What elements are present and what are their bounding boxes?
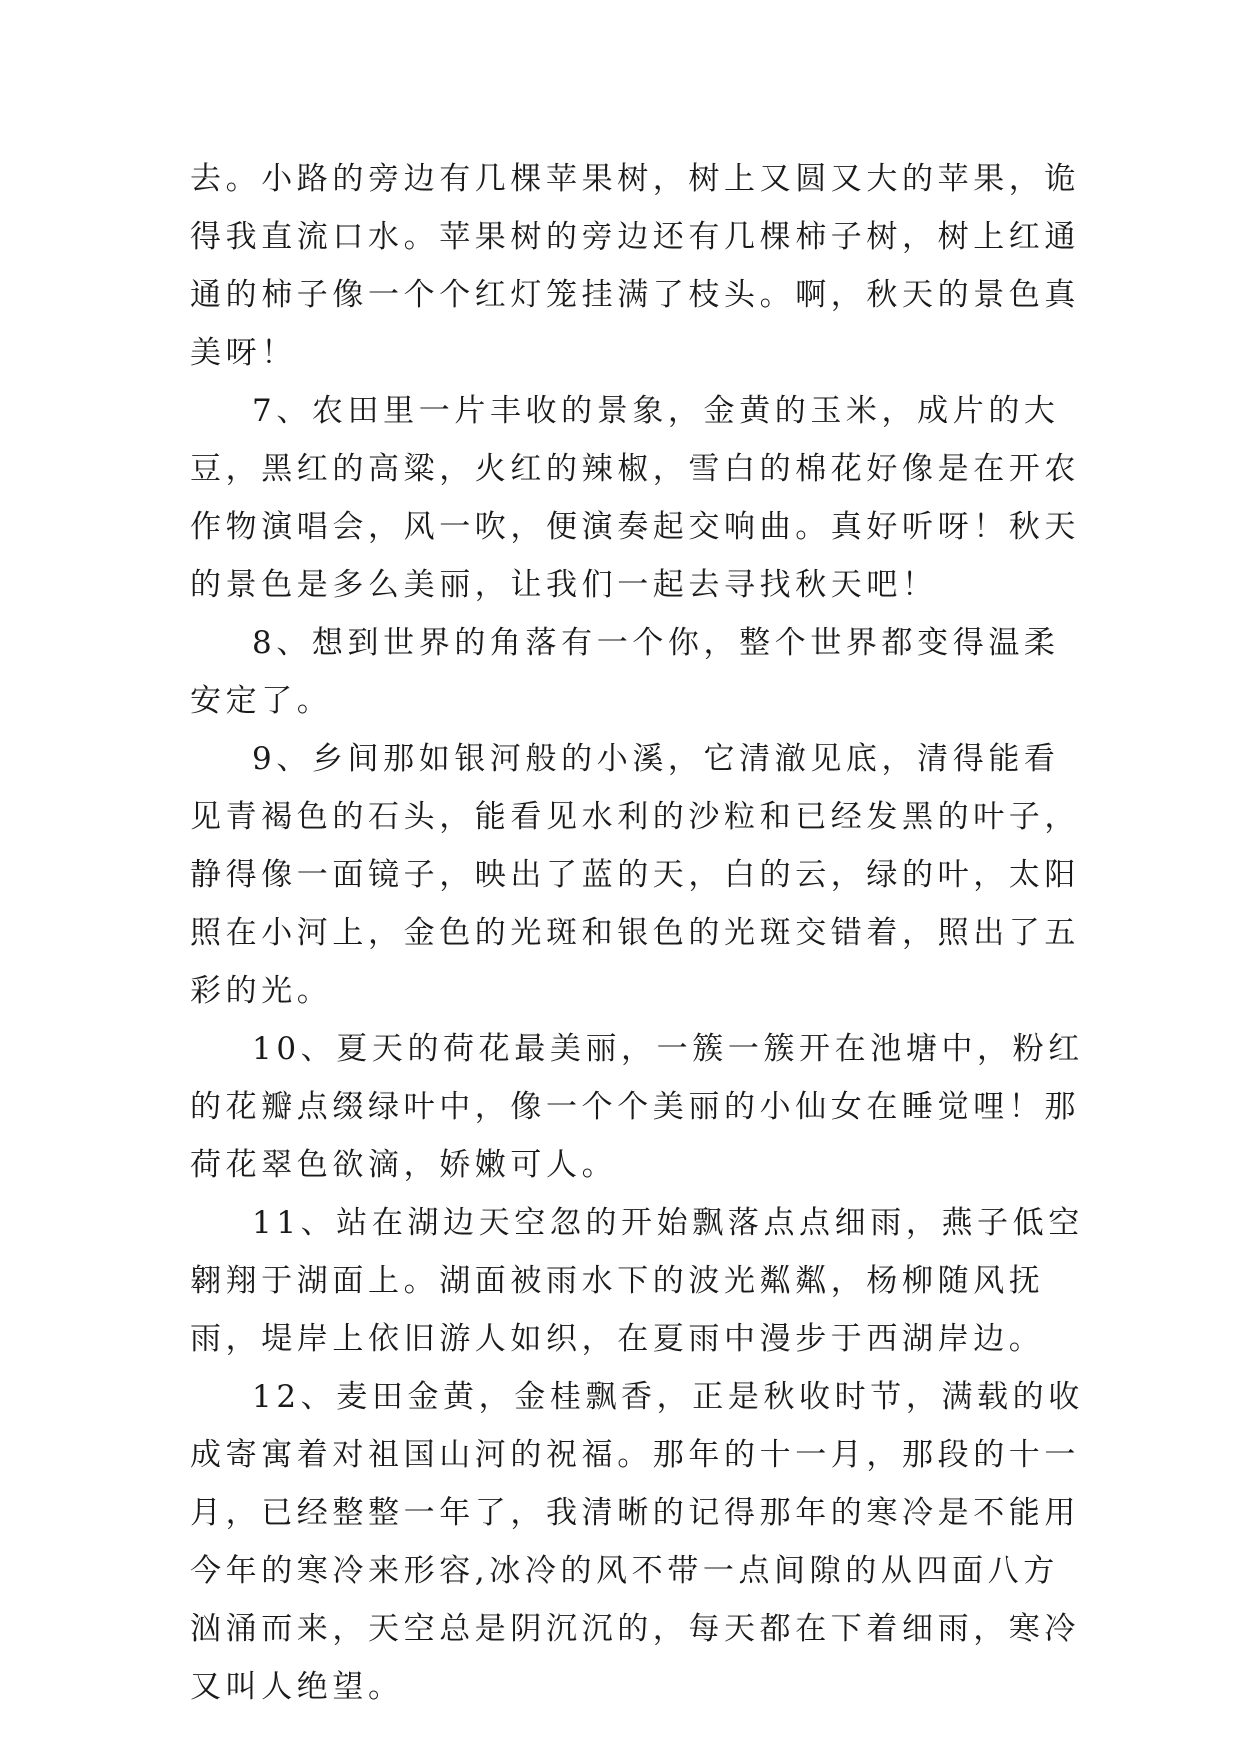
paragraph-item-8: 8、想到世界的角落有一个你，整个世界都变得温柔安定了。 [190,625,1060,719]
paragraph-continuation: 去。小路的旁边有几棵苹果树，树上又圆又大的苹果，诡得我直流口水。苹果树的旁边还有几棵柿子树，树上红通通的柿子像一个个红灯笼挂满了枝头。啊，秋天的景色真美呀！ [190,161,1080,371]
paragraph-item-11: 11、站在湖边天空忽的开始飘落点点细雨，燕子低空翱翔于湖面上。湖面被雨水下的波光粼粼，杨柳随风抚雨，堤岸上依旧游人如织，在夏雨中漫步于西湖岸边。 [190,1205,1084,1357]
paragraph-item-12: 12、麦田金黄，金桂飘香，正是秋收时节，满载的收成寄寓着对祖国山河的祝福。那年的十一月，那段的十一月，已经整整一年了，我清晰的记得那年的寒冷是不能用今年的寒冷来形容,冰冷的风不带一点间隙的从四面八方汹涌而来，天空总是阴沉沉的，每天都在下着细雨，寒冷又叫人绝望。 [190,1379,1084,1705]
paragraph-item-7: 7、农田里一片丰收的景象，金黄的玉米，成片的大豆，黑红的高粱，火红的辣椒，雪白的棉花好像是在开农作物演唱会，风一吹，便演奏起交响曲。真好听呀！秋天的景色是多么美丽，让我们一起去寻找秋天吧！ [190,393,1080,603]
document-body [190,150,1090,1716]
paragraph-item-9: 9、乡间那如银河般的小溪，它清澈见底，清得能看见青褐色的石头，能看见水利的沙粒和已经发黑的叶子，静得像一面镜子，映出了蓝的天，白的云，绿的叶，太阳照在小河上，金色的光斑和银色的光斑交错着，照出了五彩的光。 [190,741,1080,1009]
paragraph-item-10: 10、夏天的荷花最美丽，一簇一簇开在池塘中，粉红的花瓣点缀绿叶中，像一个个美丽的小仙女在睡觉哩！那荷花翠色欲滴，娇嫩可人。 [190,1031,1084,1183]
